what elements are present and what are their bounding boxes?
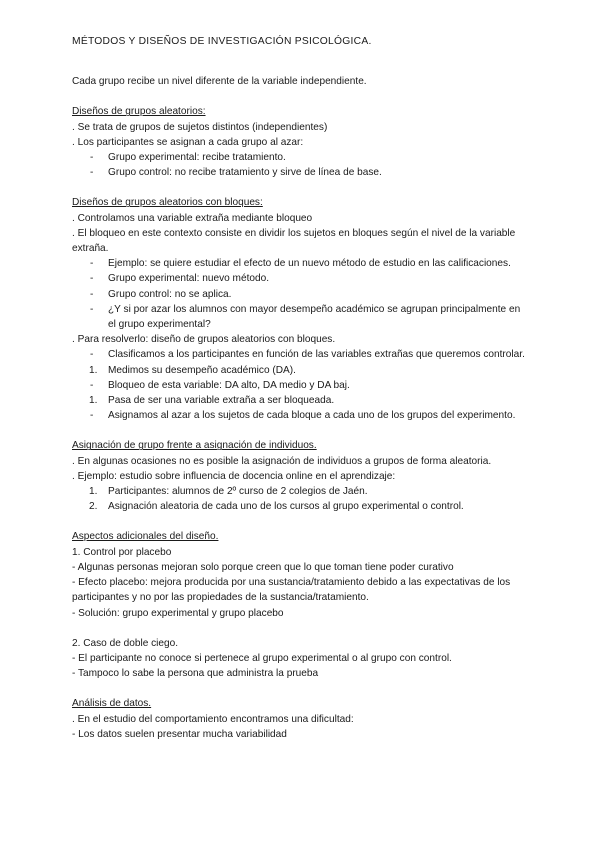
list-marker: 1. [89,395,98,407]
list-marker: 1. [89,364,98,376]
list-marker: - [90,167,94,179]
section-heading: Diseños de grupos aleatorios: [72,106,206,118]
paragraph: . El bloqueo en este contexto consiste en dividir los sujetos en bloques según el nivel de la variable extraña. [72,227,516,255]
list-item-text: Pasa de ser una variable extraña a ser bloqueada. [108,395,335,407]
list-item-text: Grupo control: no recibe tratamiento y sirve de línea de base. [108,167,382,179]
list-marker: - [90,379,94,391]
section-random-groups [72,104,528,180]
list-item [72,302,528,332]
section-group-assignment [72,438,528,514]
list-item [72,150,528,165]
list-item-text: Ejemplo: se quiere estudiar el efecto de un nuevo método de estudio en las calificaciones. [108,258,511,270]
list-item [72,393,528,408]
paragraph: . En algunas ocasiones no es posible la asignación de individuos a grupos de forma aleatoria. [72,455,492,467]
paragraph: - Efecto placebo: mejora producida por una sustancia/tratamiento debido a las expectativas de los participantes y no por las propiedades de la sustancia/tratamiento. [72,577,511,604]
list-item [72,408,528,423]
list-item-text: Medimos su desempeño académico (DA). [108,364,296,376]
list-item [72,378,528,393]
list-marker: - [90,288,94,300]
list-marker: - [90,349,94,361]
list-item-text: Grupo experimental: recibe tratamiento. [108,152,286,164]
document-title: MÉTODOS Y DISEÑOS DE INVESTIGACIÓN PSICOLÓGICA. [72,36,372,47]
list-marker: - [90,258,94,270]
list-item-text: Grupo control: no se aplica. [108,288,232,300]
paragraph: . Controlamos una variable extraña mediante bloqueo [72,212,313,224]
list-marker: 1. [89,486,98,498]
section-heading: Análisis de datos. [72,698,152,710]
list-item-text: Asignamos al azar a los sujetos de cada bloque a cada uno de los grupos del experimento. [108,410,516,422]
paragraph: . Los participantes se asignan a cada grupo al azar: [72,136,304,148]
section-heading: Diseños de grupos aleatorios con bloques: [72,197,263,209]
paragraph: . Se trata de grupos de sujetos distintos (independientes) [72,121,328,133]
list-item [72,165,528,180]
list-item [72,347,528,362]
list-marker: - [90,410,94,422]
list-item-text: ¿Y si por azar los alumnos con mayor desempeño académico se agrupan principalmente en el grupo experimental? [108,303,521,331]
paragraph: - Solución: grupo experimental y grupo placebo [72,607,284,619]
paragraph: . Ejemplo: estudio sobre influencia de docencia online en el aprendizaje: [72,470,396,482]
paragraph: - Algunas personas mejoran solo porque creen que lo que toman tiene poder curativo [72,561,454,573]
paragraph: 2. Caso de doble ciego. [72,637,179,649]
paragraph: 1. Control por placebo [72,546,172,558]
list-item [72,287,528,302]
section-heading: Asignación de grupo frente a asignación de individuos. [72,440,317,452]
list-item [72,499,528,514]
list-marker: - [90,303,94,315]
list-item-text: Asignación aleatoria de cada uno de los cursos al grupo experimental o control. [108,501,464,513]
document-page [72,34,528,742]
list-item [72,484,528,499]
list-marker: 2. [89,501,98,513]
list-item-text: Participantes: alumnos de 2º curso de 2 colegios de Jaén. [108,486,368,498]
paragraph: . En el estudio del comportamiento encontramos una dificultad: [72,713,354,725]
paragraph: - Los datos suelen presentar mucha variabilidad [72,728,287,740]
list-item-text: Clasificamos a los participantes en función de las variables extrañas que queremos controlar. [108,349,525,361]
paragraph: - Tampoco lo sabe la persona que administra la prueba [72,668,319,680]
paragraph: . Para resolverlo: diseño de grupos aleatorios con bloques. [72,334,336,346]
list-item-text: Bloqueo de esta variable: DA alto, DA medio y DA baj. [108,379,350,391]
section-data-analysis [72,696,528,742]
intro-text: Cada grupo recibe un nivel diferente de la variable independiente. [72,76,367,88]
list-item-text: Grupo experimental: nuevo método. [108,273,270,285]
section-additional-aspects [72,529,528,681]
list-marker: - [90,273,94,285]
list-item [72,363,528,378]
section-blocked-groups [72,195,528,423]
list-marker: - [90,152,94,164]
list-item [72,271,528,286]
list-item [72,256,528,271]
paragraph: - El participante no conoce si pertenece al grupo experimental o al grupo con control. [72,652,452,664]
section-heading: Aspectos adicionales del diseño. [72,531,219,543]
